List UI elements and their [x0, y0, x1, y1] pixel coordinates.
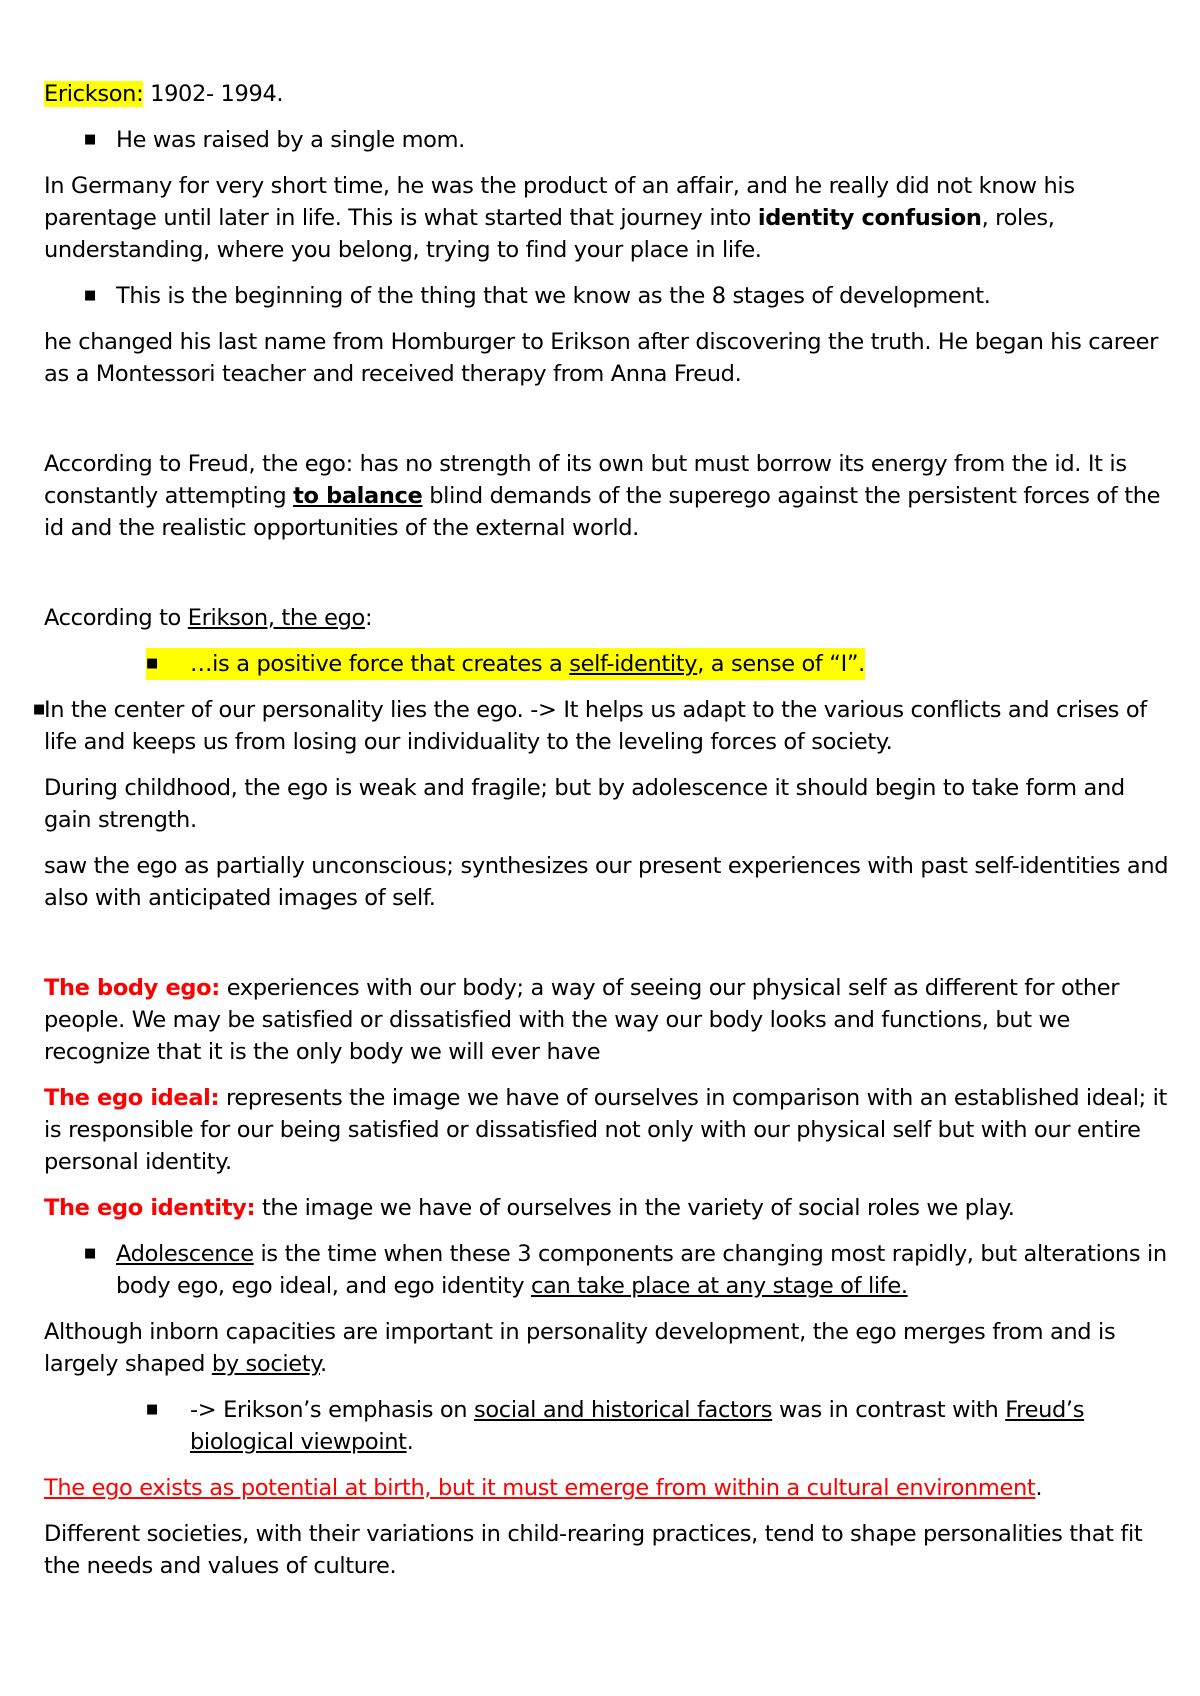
square-bullet-icon: ■ [33, 702, 45, 717]
square-bullet-icon: ■ [84, 132, 96, 147]
body-ego-label: The body ego: [44, 975, 220, 1001]
paragraph-erikson-ego-intro: According to Erikson, the ego: [44, 605, 373, 631]
paragraph-unconscious: saw the ego as partially unconscious; synthesizes our present experiences with past self-identities and also with anticipated images of self. [44, 853, 1169, 911]
paragraph-germany: In Germany for very short time, he was the product of an affair, and he really did not know his parentage until later in life. This is what started that journey into identity confusion, roles, understanding, where you belong, trying to find your place in life. [44, 173, 1075, 263]
document-body [33, 78, 1174, 1596]
author-name-highlight: Erickson: [44, 81, 144, 107]
author-dates: 1902- 1994. [143, 81, 284, 107]
title-line [44, 78, 1174, 110]
paragraph-freud-ego: According to Freud, the ego: has no strength of its own but must borrow its energy from the id. It is constantly attempting to balance blind demands of the superego against the persistent forces of the id and the realistic opportunities of the external world. [44, 451, 1161, 541]
paragraph-name-change: he changed his last name from Homburger to Erikson after discovering the truth. He began his career as a Montessori teacher and received therapy from Anna Freud. [44, 329, 1159, 387]
ego-ideal-label: The ego ideal: [44, 1085, 220, 1111]
positive-force-highlight: …is a positive force that creates a self-identity, a sense of “I”. [172, 648, 865, 680]
ego-potential-red-text: The ego exists as potential at birth, but it must emerge from within a cultural environment [44, 1475, 1036, 1501]
paragraph-ego-potential: The ego exists as potential at birth, but it must emerge from within a cultural environment. [44, 1475, 1043, 1501]
identity-confusion-bold: identity confusion [757, 205, 982, 231]
bullet-adolescence: ■ Adolescence is the time when these 3 components are changing most rapidly, but alterations in body ego, ego ideal, and ego identity can take place at any stage of life. [44, 1238, 1174, 1302]
square-bullet-icon: ■ [146, 648, 172, 680]
ego-identity-label: The ego identity: [44, 1195, 256, 1221]
paragraph-different-societies: Different societies, with their variations in child-rearing practices, tend to shape personalities that fit the needs and values of culture. [44, 1521, 1143, 1579]
paragraph-ego-ideal: The ego ideal: represents the image we have of ourselves in comparison with an established ideal; it is responsible for our being satisfied or dissatisfied not only with our physical self but with our entire personal identity. [44, 1085, 1168, 1175]
bullet-8-stages: ■ This is the beginning of the thing that we know as the 8 stages of development. [44, 280, 1174, 312]
paragraph-inborn-capacities: Although inborn capacities are important in personality development, the ego merges from and is largely shaped by society. [44, 1319, 1116, 1377]
square-bullet-icon: ■ [84, 1246, 96, 1261]
square-bullet-icon: ■ [84, 288, 96, 303]
paragraph-ego-identity: The ego identity: the image we have of ourselves in the variety of social roles we play. [44, 1195, 1015, 1221]
to-balance-bold: to balance [293, 483, 423, 509]
bullet-positive-force [44, 648, 1174, 680]
square-bullet-icon: ■ [146, 1402, 158, 1417]
paragraph-childhood: During childhood, the ego is weak and fragile; but by adolescence it should begin to take form and gain strength. [44, 775, 1125, 833]
bullet-center-personality: ■ In the center of our personality lies the ego. -> It helps us adapt to the various conflicts and crises of life and keeps us from losing our individuality to the leveling forces of society. [44, 694, 1174, 758]
bullet-social-factors: ■ -> Erikson’s emphasis on social and historical factors was in contrast with Freud’s biological viewpoint. [44, 1394, 1174, 1458]
bullet-raised-single-mom: ■ He was raised by a single mom. [44, 124, 1174, 156]
paragraph-body-ego: The body ego: experiences with our body; a way of seeing our physical self as different for other people. We may be satisfied or dissatisfied with the way our body looks and functions, but we recognize that it is the only body we will ever have [44, 975, 1120, 1065]
